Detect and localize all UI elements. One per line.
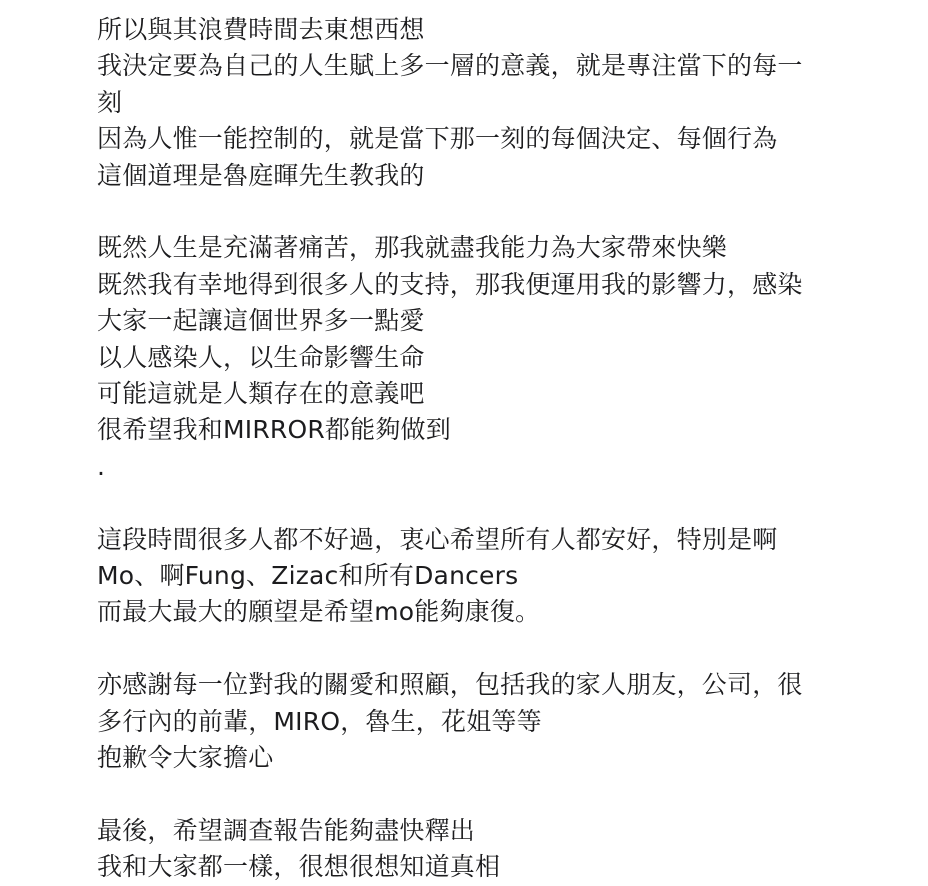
post-line: 大家一起讓這個世界多一點愛 xyxy=(97,306,425,336)
post-line: 我和大家都一樣，很想很想知道真相 xyxy=(97,852,501,882)
paragraph-spacer xyxy=(97,485,897,521)
paragraph-spacer xyxy=(97,631,897,667)
post-line: 我決定要為自己的人生賦上多一層的意義，就是專注當下的每一 xyxy=(97,51,803,81)
post-line: 既然我有幸地得到很多人的支持，那我便運用我的影響力，感染 xyxy=(97,269,803,299)
post-line: 這段時間很多人都不好過，衷心希望所有人都安好，特別是啊 xyxy=(97,524,778,554)
post-line: 可能這就是人類存在的意義吧 xyxy=(97,379,425,409)
post-line: 以人感染人，以生命影響生命 xyxy=(97,342,425,372)
post-line: 而最大最大的願望是希望mo能夠康復。 xyxy=(97,597,541,627)
paragraph-spacer xyxy=(97,776,897,812)
post-line: 這個道理是魯庭暉先生教我的 xyxy=(97,160,425,190)
post-line: 多行內的前輩，MIRO，魯生，花姐等等 xyxy=(97,706,542,736)
post-line: Mo、啊Fung、Zizac和所有Dancers xyxy=(97,561,519,591)
paragraph-spacer xyxy=(97,194,897,230)
post-line: 因為人惟一能控制的，就是當下那一刻的每個決定、每個行為 xyxy=(97,124,778,154)
post-line: 所以與其浪費時間去東想西想 xyxy=(97,15,425,44)
post-line: 刻 xyxy=(97,87,123,117)
post-line: 最後，希望調查報告能夠盡快釋出 xyxy=(97,815,476,845)
post-line: 既然人生是充滿著痛苦，那我就盡我能力為大家帶來快樂 xyxy=(97,233,728,263)
post-line: 很希望我和MIRROR都能夠做到 xyxy=(97,415,451,445)
post-line: 亦感謝每一位對我的關愛和照顧，包括我的家人朋友，公司，很 xyxy=(97,670,803,700)
post-line: 抱歉令大家擔心 xyxy=(97,743,274,773)
post-line: . xyxy=(97,451,106,481)
post-body xyxy=(97,12,897,886)
